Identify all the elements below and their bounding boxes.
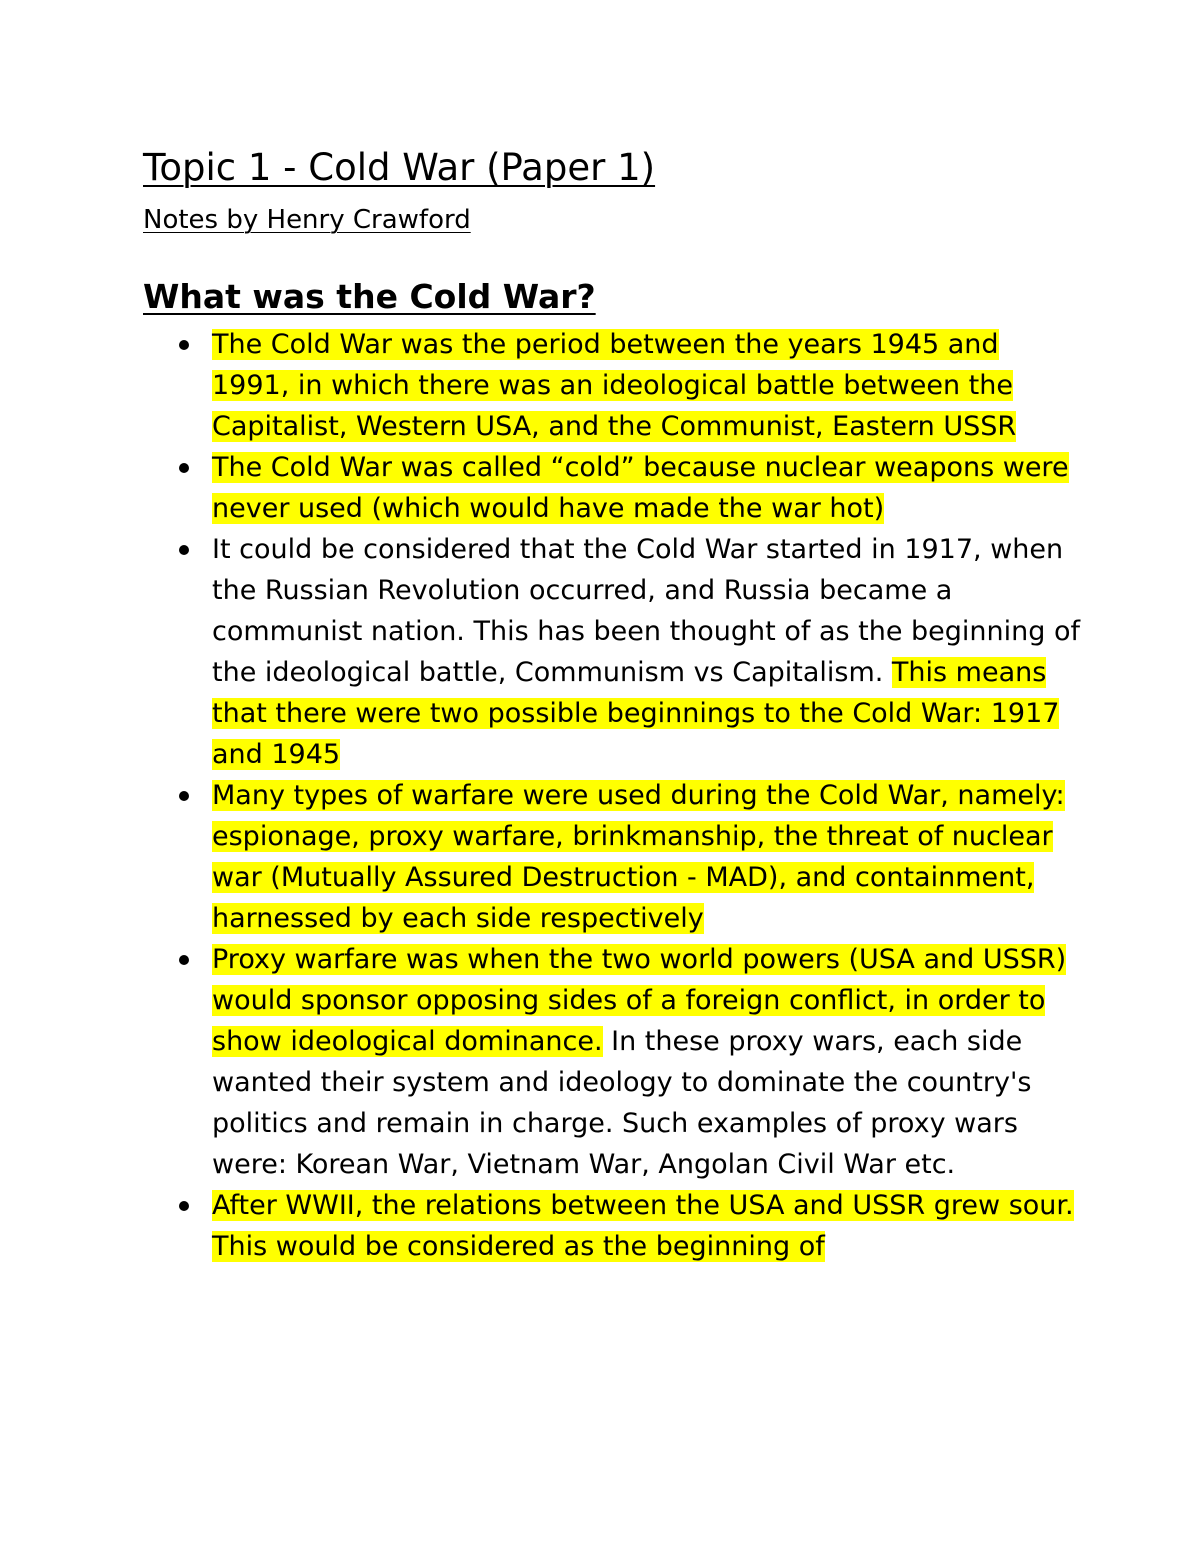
highlighted-text: This means that there were two possible beginnings to the Cold War: 1917 and 1945 xyxy=(212,657,1060,770)
highlighted-text: Many types of warfare were used during the Cold War, namely: espionage, proxy warfare, brinkmanship, the threat of nuclear war (Mutually Assured Destruction - MAD), and containment, harnessed by each side respectively xyxy=(212,780,1065,934)
list-item xyxy=(143,447,1083,529)
bullet-icon xyxy=(179,545,189,555)
bullet-list xyxy=(143,324,1083,1267)
bullet-icon xyxy=(179,463,189,473)
highlighted-text: The Cold War was called “cold” because nuclear weapons were never used (which would have made the war hot) xyxy=(212,452,1069,524)
bullet-icon xyxy=(179,340,189,350)
highlighted-text: Proxy warfare was when the two world powers (USA and USSR) would sponsor opposing sides of a foreign conflict, in order to show ideological dominance. xyxy=(212,944,1067,1057)
list-item xyxy=(143,939,1083,1185)
document-page xyxy=(143,140,1083,1267)
list-item xyxy=(143,775,1083,939)
document-title: Topic 1 - Cold War (Paper 1) xyxy=(143,146,656,189)
list-item xyxy=(143,324,1083,447)
bullet-icon xyxy=(179,791,189,801)
highlighted-text: After WWII, the relations between the USA and USSR grew sour. This would be considered as the beginning of xyxy=(212,1190,1074,1262)
document-author: Notes by Henry Crawford xyxy=(143,205,471,235)
bullet-icon xyxy=(179,955,189,965)
list-item xyxy=(143,1185,1083,1267)
bullet-icon xyxy=(179,1201,189,1211)
section-heading: What was the Cold War? xyxy=(143,277,596,316)
plain-text: It could be considered that the Cold War started in 1917, when the Russian Revolution occurred, and Russia became a communist nation. This has been thought of as the beginning of the ideological battle, Communism vs Capitalism. xyxy=(212,534,1081,688)
list-item xyxy=(143,529,1083,775)
plain-text: In these proxy wars, each side wanted their system and ideology to dominate the country's politics and remain in charge. Such examples of proxy wars were: Korean War, Vietnam War, Angolan Civil War etc. xyxy=(212,1026,1032,1180)
highlighted-text: The Cold War was the period between the years 1945 and 1991, in which there was an ideological battle between the Capitalist, Western USA, and the Communist, Eastern USSR xyxy=(212,329,1017,442)
